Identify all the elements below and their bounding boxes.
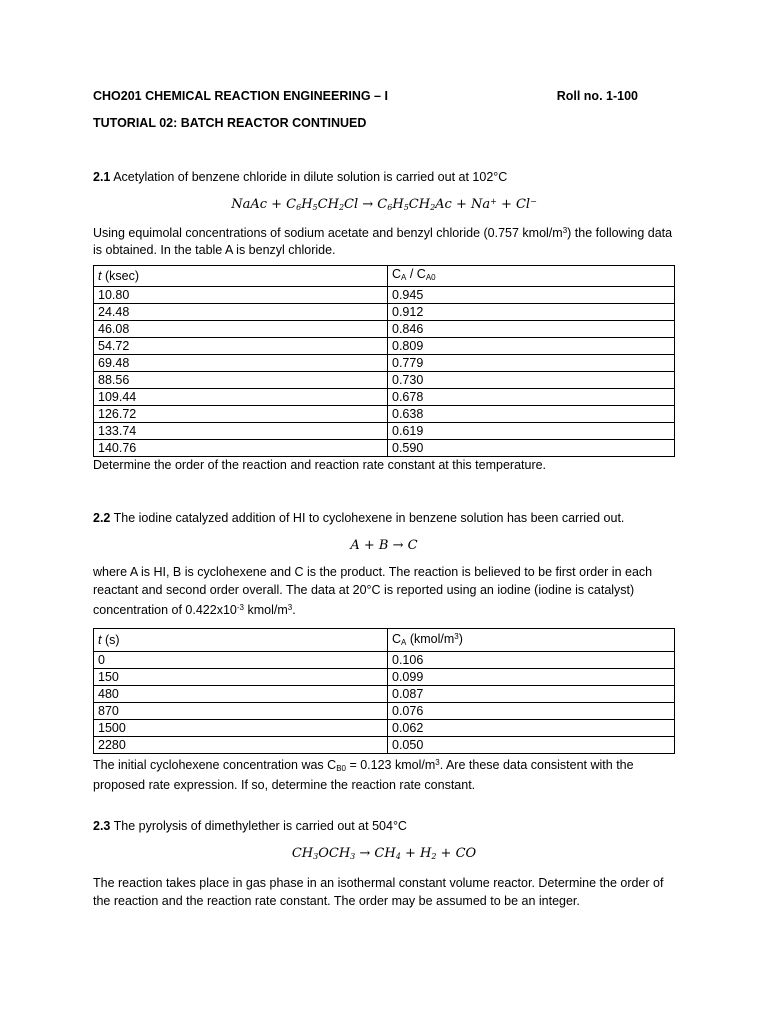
reaction-equation: NaAc + $C_6H_5CH_2Cl \to C_6H_5CH_2Ac + Na^+ + Cl^-$ [231, 197, 537, 212]
column-header-concentration: $C_A$ $(kmol/m^3)$ [388, 629, 675, 652]
value-cell: 0.076 [388, 703, 675, 720]
question-text: The initial cyclohexene concentration was $C_{B0} = 0.123$ kmol/$m^3$. Are these data consistent with the proposed rate expression. If so, determine the reaction rate constant. [93, 758, 634, 792]
time-cell: 870 [94, 703, 388, 720]
course-header [93, 88, 675, 105]
question-description: Using equimolal concentrations of sodium acetate and benzyl chloride (0.757 kmol/$m^3$) the following data is obtained. In the table A is benzyl chloride. [93, 226, 673, 257]
column-header-ratio: $C_A / C_{A0}$ [388, 266, 675, 287]
table-row [94, 669, 675, 686]
question-2-2 [93, 510, 675, 794]
table-row [94, 720, 675, 737]
value-cell: 0.779 [388, 355, 675, 372]
value-cell: 0.050 [388, 737, 675, 754]
time-cell: 0 [94, 652, 388, 669]
table-row [94, 703, 675, 720]
table-row [94, 338, 675, 355]
table-row [94, 389, 675, 406]
column-header-time: t (s) [94, 629, 388, 652]
question-description: where A is HI, B is cyclohexene and C is the product. The reaction is believed to be first order in each reactant and second order overall. The data at 20°C is reported using an iodine (iodine is catalyst) concentration of $0.422x10^{-3}$ kmol/$m^3$. [93, 565, 653, 617]
time-cell: 133.74 [94, 423, 388, 440]
time-cell: 140.76 [94, 440, 388, 457]
column-header-time: t (ksec) [94, 266, 388, 287]
table-row [94, 372, 675, 389]
tutorial-title: TUTORIAL 02: BATCH REACTOR CONTINUED [93, 116, 367, 130]
table-header-row [94, 629, 675, 652]
roll-number: Roll no. 1-100 [556, 89, 638, 103]
data-table-2-1 [93, 265, 675, 457]
value-cell: 0.619 [388, 423, 675, 440]
time-cell: 54.72 [94, 338, 388, 355]
data-table-2-2 [93, 628, 675, 754]
table-row [94, 423, 675, 440]
table-row [94, 321, 675, 338]
table-row [94, 440, 675, 457]
time-cell: 109.44 [94, 389, 388, 406]
value-cell: 0.730 [388, 372, 675, 389]
table-row [94, 287, 675, 304]
question-description: The reaction takes place in gas phase in an isothermal constant volume reactor. Determine the order of the reaction and the reaction rate constant. The order may be assumed to be an integer. [93, 876, 664, 908]
question-number: 2.3 [93, 819, 111, 833]
question-number: 2.2 [93, 511, 111, 525]
time-cell: 69.48 [94, 355, 388, 372]
time-cell: 150 [94, 669, 388, 686]
value-cell: 0.106 [388, 652, 675, 669]
question-2-1 [93, 169, 675, 474]
table-row [94, 686, 675, 703]
question-intro: 2.2 The iodine catalyzed addition of HI to cyclohexene in benzene solution has been carried out. [93, 511, 625, 525]
time-cell: 480 [94, 686, 388, 703]
time-cell: 88.56 [94, 372, 388, 389]
table-row [94, 406, 675, 423]
value-cell: 0.099 [388, 669, 675, 686]
question-intro: 2.1 Acetylation of benzene chloride in dilute solution is carried out at 102°C [93, 170, 508, 184]
reaction-equation: A + B → C [350, 538, 418, 553]
value-cell: 0.912 [388, 304, 675, 321]
table-row [94, 355, 675, 372]
time-cell: 2280 [94, 737, 388, 754]
value-cell: 0.590 [388, 440, 675, 457]
time-cell: 10.80 [94, 287, 388, 304]
question-number: 2.1 [93, 170, 111, 184]
value-cell: 0.062 [388, 720, 675, 737]
value-cell: 0.087 [388, 686, 675, 703]
question-intro: 2.3 The pyrolysis of dimethylether is carried out at 504°C [93, 819, 407, 833]
time-cell: 24.48 [94, 304, 388, 321]
question-2-3 [93, 818, 675, 910]
course-title: CHO201 CHEMICAL REACTION ENGINEERING – I [93, 89, 388, 103]
time-cell: 126.72 [94, 406, 388, 423]
table-row [94, 304, 675, 321]
time-cell: 46.08 [94, 321, 388, 338]
time-cell: 1500 [94, 720, 388, 737]
table-header-row [94, 266, 675, 287]
value-cell: 0.678 [388, 389, 675, 406]
value-cell: 0.638 [388, 406, 675, 423]
question-text: Determine the order of the reaction and reaction rate constant at this temperature. [93, 458, 547, 472]
table-row [94, 737, 675, 754]
reaction-equation: $CH_3OCH_3 \to CH_4 + H_2$ + CO [291, 846, 477, 861]
value-cell: 0.809 [388, 338, 675, 355]
value-cell: 0.846 [388, 321, 675, 338]
value-cell: 0.945 [388, 287, 675, 304]
table-row [94, 652, 675, 669]
